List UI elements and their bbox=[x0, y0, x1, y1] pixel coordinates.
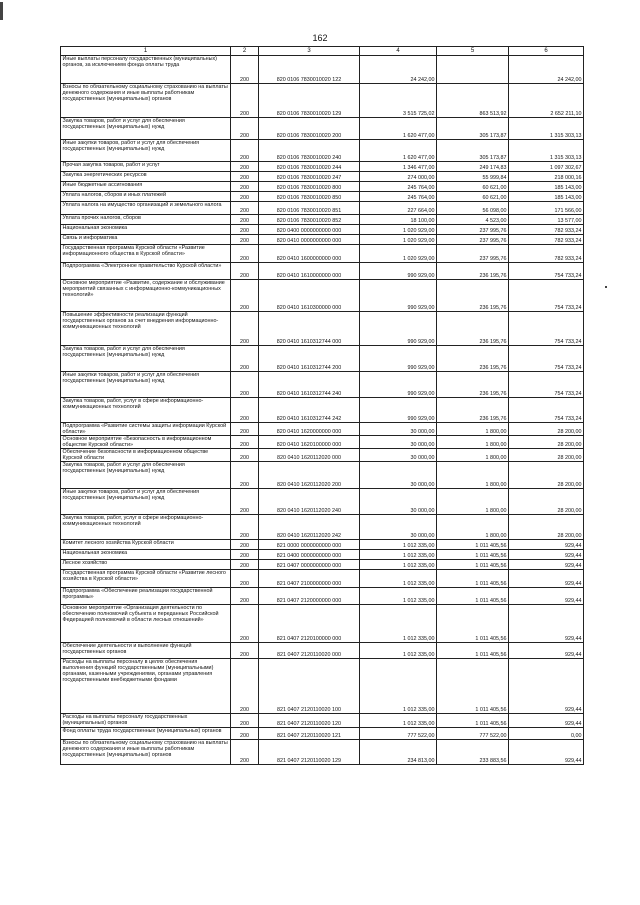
row-budget-code: 820 0106 7830010020 122 bbox=[259, 56, 360, 84]
row-budget-code: 820 0410 1610312744 200 bbox=[259, 346, 360, 372]
row-approved-amount: 990 929,00 bbox=[360, 346, 437, 372]
row-remaining-amount: 929,44 bbox=[509, 605, 584, 643]
row-budget-code: 821 0407 2120110020 100 bbox=[259, 659, 360, 714]
row-name: Закупка энергетических ресурсов bbox=[61, 172, 231, 182]
row-name: Расходы на выплаты персоналу государственных (муниципальных) органов bbox=[61, 714, 231, 728]
row-executed-amount: 1 800,00 bbox=[437, 449, 509, 462]
row-executed-amount: 305 173,87 bbox=[437, 118, 509, 140]
row-name: Связь и информатика bbox=[61, 235, 231, 245]
row-vr-code: 200 bbox=[231, 643, 259, 659]
row-budget-code: 821 0407 2120100000 000 bbox=[259, 605, 360, 643]
row-vr-code: 200 bbox=[231, 162, 259, 172]
row-remaining-amount: 782 933,24 bbox=[509, 225, 584, 235]
row-budget-code: 821 0407 2120110020 120 bbox=[259, 714, 360, 728]
row-budget-code: 820 0410 1620112020 240 bbox=[259, 489, 360, 515]
row-name: Иные закупки товаров, работ и услуг для обеспечения государственных (муниципальных) нужд bbox=[61, 372, 231, 398]
row-approved-amount: 1 012 335,00 bbox=[360, 540, 437, 550]
row-budget-code: 820 0106 7830010020 247 bbox=[259, 172, 360, 182]
table-row bbox=[61, 728, 584, 740]
table-row bbox=[61, 312, 584, 346]
row-executed-amount: 1 011 405,56 bbox=[437, 540, 509, 550]
column-header: 4 bbox=[360, 47, 437, 56]
row-vr-code: 200 bbox=[231, 436, 259, 449]
table-row bbox=[61, 515, 584, 540]
table-row bbox=[61, 372, 584, 398]
row-budget-code: 820 0106 7830010020 852 bbox=[259, 215, 360, 225]
row-vr-code: 200 bbox=[231, 172, 259, 182]
row-vr-code: 200 bbox=[231, 423, 259, 436]
table-row bbox=[61, 192, 584, 202]
row-name: Иные закупки товаров, работ и услуг для обеспечения государственных (муниципальных) нужд bbox=[61, 140, 231, 162]
row-vr-code: 200 bbox=[231, 570, 259, 588]
row-name: Обеспечение деятельности и выполнение функций государственных органов bbox=[61, 643, 231, 659]
row-budget-code: 821 0407 2120110020 129 bbox=[259, 740, 360, 765]
row-budget-code: 821 0407 0000000000 000 bbox=[259, 560, 360, 570]
row-name: Основное мероприятие «Организация деятельности по обеспечению полномочий субъекта и переданных Российской Федерацией полномочий в области лесных отношений» bbox=[61, 605, 231, 643]
row-budget-code: 820 0410 1620112020 242 bbox=[259, 515, 360, 540]
row-executed-amount: 1 011 405,56 bbox=[437, 550, 509, 560]
column-header: 1 bbox=[61, 47, 231, 56]
row-vr-code: 200 bbox=[231, 605, 259, 643]
row-executed-amount: 1 011 405,56 bbox=[437, 560, 509, 570]
row-budget-code: 821 0000 0000000000 000 bbox=[259, 540, 360, 550]
row-vr-code: 200 bbox=[231, 550, 259, 560]
row-remaining-amount: 754 733,24 bbox=[509, 312, 584, 346]
row-approved-amount: 1 020 929,00 bbox=[360, 245, 437, 263]
row-executed-amount: 1 011 405,56 bbox=[437, 714, 509, 728]
row-approved-amount: 3 515 725,02 bbox=[360, 84, 437, 118]
row-remaining-amount: 0,00 bbox=[509, 728, 584, 740]
row-approved-amount: 24 242,00 bbox=[360, 56, 437, 84]
row-remaining-amount: 1 097 302,67 bbox=[509, 162, 584, 172]
row-remaining-amount: 929,44 bbox=[509, 740, 584, 765]
row-budget-code: 821 0407 2120000000 000 bbox=[259, 588, 360, 605]
row-approved-amount: 1 012 335,00 bbox=[360, 659, 437, 714]
row-executed-amount bbox=[437, 56, 509, 84]
table-row bbox=[61, 436, 584, 449]
row-executed-amount: 237 995,76 bbox=[437, 235, 509, 245]
row-remaining-amount: 28 200,00 bbox=[509, 462, 584, 489]
row-budget-code: 821 0407 2120110020 000 bbox=[259, 643, 360, 659]
row-name: Уплата налогов, сборов и иных платежей bbox=[61, 192, 231, 202]
row-budget-code: 820 0410 1620100000 000 bbox=[259, 436, 360, 449]
table-row bbox=[61, 588, 584, 605]
row-executed-amount: 1 800,00 bbox=[437, 423, 509, 436]
row-approved-amount: 30 000,00 bbox=[360, 423, 437, 436]
table-row bbox=[61, 118, 584, 140]
row-budget-code: 821 0400 0000000000 000 bbox=[259, 550, 360, 560]
table-row bbox=[61, 740, 584, 765]
row-vr-code: 200 bbox=[231, 280, 259, 312]
row-remaining-amount: 28 200,00 bbox=[509, 436, 584, 449]
row-executed-amount: 1 800,00 bbox=[437, 489, 509, 515]
row-vr-code: 200 bbox=[231, 740, 259, 765]
row-executed-amount: 1 011 405,56 bbox=[437, 588, 509, 605]
margin-mark bbox=[605, 286, 607, 288]
table-row bbox=[61, 280, 584, 312]
row-executed-amount: 249 174,83 bbox=[437, 162, 509, 172]
row-approved-amount: 274 000,00 bbox=[360, 172, 437, 182]
page-number: 162 bbox=[312, 33, 328, 43]
row-name: Подпрограмма «Развитие системы защиты информации Курской области» bbox=[61, 423, 231, 436]
table-row bbox=[61, 643, 584, 659]
row-approved-amount: 990 929,00 bbox=[360, 280, 437, 312]
row-name: Государственная программа Курской области «Развитие информационного общества в Курской области» bbox=[61, 245, 231, 263]
table-row bbox=[61, 449, 584, 462]
table-row bbox=[61, 605, 584, 643]
table-row bbox=[61, 140, 584, 162]
row-vr-code: 200 bbox=[231, 118, 259, 140]
row-remaining-amount: 929,44 bbox=[509, 659, 584, 714]
table-row bbox=[61, 245, 584, 263]
row-executed-amount: 236 195,76 bbox=[437, 372, 509, 398]
row-remaining-amount: 2 652 211,10 bbox=[509, 84, 584, 118]
column-header: 2 bbox=[231, 47, 259, 56]
row-approved-amount: 1 012 335,00 bbox=[360, 560, 437, 570]
table-row bbox=[61, 570, 584, 588]
row-executed-amount: 1 011 405,56 bbox=[437, 570, 509, 588]
row-executed-amount: 233 883,56 bbox=[437, 740, 509, 765]
row-executed-amount: 55 999,84 bbox=[437, 172, 509, 182]
row-approved-amount: 30 000,00 bbox=[360, 436, 437, 449]
row-executed-amount: 236 195,76 bbox=[437, 263, 509, 280]
row-executed-amount: 1 011 405,56 bbox=[437, 643, 509, 659]
row-approved-amount: 30 000,00 bbox=[360, 462, 437, 489]
row-name: Расходы на выплаты персоналу в целях обеспечения выполнения функций государственными (муниципальными) органами, казенными учреждениями, органами управления государственными внебюджетными фондами bbox=[61, 659, 231, 714]
row-approved-amount: 227 664,00 bbox=[360, 202, 437, 215]
row-budget-code: 820 0106 7830010020 800 bbox=[259, 182, 360, 192]
table-row bbox=[61, 182, 584, 192]
row-name: Комитет лесного хозяйства Курской области bbox=[61, 540, 231, 550]
row-budget-code: 820 0410 1620000000 000 bbox=[259, 423, 360, 436]
row-vr-code: 200 bbox=[231, 449, 259, 462]
row-approved-amount: 1 012 335,00 bbox=[360, 643, 437, 659]
row-executed-amount: 56 098,00 bbox=[437, 202, 509, 215]
row-approved-amount: 18 100,00 bbox=[360, 215, 437, 225]
row-vr-code: 200 bbox=[231, 540, 259, 550]
row-approved-amount: 30 000,00 bbox=[360, 515, 437, 540]
row-budget-code: 820 0106 7830010020 851 bbox=[259, 202, 360, 215]
row-executed-amount: 237 995,76 bbox=[437, 225, 509, 235]
row-executed-amount: 305 173,87 bbox=[437, 140, 509, 162]
row-approved-amount: 1 620 477,00 bbox=[360, 140, 437, 162]
row-budget-code: 820 0106 7830010020 244 bbox=[259, 162, 360, 172]
row-budget-code: 820 0410 1610300000 000 bbox=[259, 280, 360, 312]
row-budget-code: 820 0106 7830010020 129 bbox=[259, 84, 360, 118]
row-remaining-amount: 185 143,00 bbox=[509, 192, 584, 202]
row-executed-amount: 1 800,00 bbox=[437, 462, 509, 489]
row-approved-amount: 990 929,00 bbox=[360, 398, 437, 423]
row-name: Закупка товаров, работ и услуг для обеспечения государственных (муниципальных) нужд bbox=[61, 346, 231, 372]
row-name: Закупка товаров, работ и услуг для обеспечения государственных (муниципальных) нужд bbox=[61, 118, 231, 140]
row-budget-code: 820 0410 1610000000 000 bbox=[259, 263, 360, 280]
row-name: Государственная программа Курской области «Развитие лесного хозяйства в Курской области» bbox=[61, 570, 231, 588]
column-header: 6 bbox=[509, 47, 584, 56]
table-row bbox=[61, 172, 584, 182]
row-vr-code: 200 bbox=[231, 263, 259, 280]
row-approved-amount: 1 620 477,00 bbox=[360, 118, 437, 140]
row-vr-code: 200 bbox=[231, 225, 259, 235]
row-budget-code: 820 0410 1620112020 200 bbox=[259, 462, 360, 489]
table-row bbox=[61, 235, 584, 245]
row-approved-amount: 990 929,00 bbox=[360, 312, 437, 346]
row-executed-amount: 1 800,00 bbox=[437, 515, 509, 540]
row-executed-amount: 236 195,76 bbox=[437, 398, 509, 423]
row-remaining-amount: 185 143,00 bbox=[509, 182, 584, 192]
row-remaining-amount: 28 200,00 bbox=[509, 515, 584, 540]
row-name: Лесное хозяйство bbox=[61, 560, 231, 570]
row-remaining-amount: 782 933,24 bbox=[509, 235, 584, 245]
margin-mark bbox=[0, 2, 3, 20]
row-vr-code: 200 bbox=[231, 56, 259, 84]
row-vr-code: 200 bbox=[231, 215, 259, 225]
table-row bbox=[61, 202, 584, 215]
row-approved-amount: 1 012 335,00 bbox=[360, 570, 437, 588]
row-vr-code: 200 bbox=[231, 728, 259, 740]
row-executed-amount: 1 011 405,56 bbox=[437, 605, 509, 643]
row-remaining-amount: 929,44 bbox=[509, 643, 584, 659]
row-approved-amount: 1 012 335,00 bbox=[360, 550, 437, 560]
row-remaining-amount: 1 315 303,13 bbox=[509, 118, 584, 140]
row-remaining-amount: 929,44 bbox=[509, 714, 584, 728]
row-name: Национальная экономика bbox=[61, 550, 231, 560]
row-name: Иные бюджетные ассигнования bbox=[61, 182, 231, 192]
row-remaining-amount: 754 733,24 bbox=[509, 398, 584, 423]
row-executed-amount: 863 513,92 bbox=[437, 84, 509, 118]
row-executed-amount: 1 800,00 bbox=[437, 436, 509, 449]
row-budget-code: 820 0410 1610312744 242 bbox=[259, 398, 360, 423]
row-approved-amount: 990 929,00 bbox=[360, 372, 437, 398]
row-budget-code: 820 0400 0000000000 000 bbox=[259, 225, 360, 235]
table-row bbox=[61, 162, 584, 172]
column-header: 3 bbox=[259, 47, 360, 56]
table-row bbox=[61, 550, 584, 560]
table-row bbox=[61, 263, 584, 280]
row-name: Взносы по обязательному социальному страхованию на выплаты денежного содержания и иные выплаты работникам государственных (муниципальных) органов bbox=[61, 740, 231, 765]
row-budget-code: 821 0407 2100000000 000 bbox=[259, 570, 360, 588]
row-executed-amount: 236 195,76 bbox=[437, 312, 509, 346]
row-vr-code: 200 bbox=[231, 140, 259, 162]
row-approved-amount: 1 020 929,00 bbox=[360, 235, 437, 245]
row-vr-code: 200 bbox=[231, 462, 259, 489]
row-vr-code: 200 bbox=[231, 560, 259, 570]
row-remaining-amount: 754 733,24 bbox=[509, 263, 584, 280]
row-executed-amount: 60 621,00 bbox=[437, 182, 509, 192]
row-remaining-amount: 28 200,00 bbox=[509, 489, 584, 515]
row-approved-amount: 1 012 335,00 bbox=[360, 714, 437, 728]
row-approved-amount: 30 000,00 bbox=[360, 489, 437, 515]
row-vr-code: 200 bbox=[231, 489, 259, 515]
table-row bbox=[61, 462, 584, 489]
row-remaining-amount: 929,44 bbox=[509, 560, 584, 570]
row-name: Национальная экономика bbox=[61, 225, 231, 235]
table-row bbox=[61, 714, 584, 728]
row-remaining-amount: 24 242,00 bbox=[509, 56, 584, 84]
table-header-row bbox=[61, 47, 584, 56]
row-remaining-amount: 782 933,24 bbox=[509, 245, 584, 263]
row-remaining-amount: 929,44 bbox=[509, 570, 584, 588]
row-name: Подпрограмма «Обеспечение реализации государственной программы» bbox=[61, 588, 231, 605]
row-budget-code: 820 0410 1610312744 240 bbox=[259, 372, 360, 398]
row-vr-code: 200 bbox=[231, 312, 259, 346]
row-executed-amount: 1 011 405,56 bbox=[437, 659, 509, 714]
row-name: Основное мероприятие «Развитие, содержание и обслуживание мероприятий связанных с информационно-коммуникационных технологий» bbox=[61, 280, 231, 312]
row-budget-code: 820 0106 7830010020 200 bbox=[259, 118, 360, 140]
row-approved-amount: 777 522,00 bbox=[360, 728, 437, 740]
row-remaining-amount: 171 566,00 bbox=[509, 202, 584, 215]
row-name: Основное мероприятие «Безопасность в информационном обществе Курской области» bbox=[61, 436, 231, 449]
table-row bbox=[61, 659, 584, 714]
row-name: Уплата прочих налогов, сборов bbox=[61, 215, 231, 225]
table-row bbox=[61, 423, 584, 436]
row-vr-code: 200 bbox=[231, 588, 259, 605]
row-vr-code: 200 bbox=[231, 714, 259, 728]
row-name: Прочая закупка товаров, работ и услуг bbox=[61, 162, 231, 172]
row-name: Иные закупки товаров, работ и услуг для обеспечения государственных (муниципальных) нужд bbox=[61, 489, 231, 515]
row-name: Фонд оплаты труда государственных (муниципальных) органов bbox=[61, 728, 231, 740]
row-approved-amount: 990 929,00 bbox=[360, 263, 437, 280]
row-vr-code: 200 bbox=[231, 346, 259, 372]
budget-table bbox=[60, 46, 584, 765]
row-remaining-amount: 218 000,16 bbox=[509, 172, 584, 182]
row-budget-code: 820 0410 0000000000 000 bbox=[259, 235, 360, 245]
table-row bbox=[61, 398, 584, 423]
table-row bbox=[61, 84, 584, 118]
row-budget-code: 820 0410 1600000000 000 bbox=[259, 245, 360, 263]
row-approved-amount: 245 764,00 bbox=[360, 182, 437, 192]
row-vr-code: 200 bbox=[231, 398, 259, 423]
table-row bbox=[61, 225, 584, 235]
row-name: Закупка товаров, работ и услуг для обеспечения государственных (муниципальных) нужд bbox=[61, 462, 231, 489]
row-vr-code: 200 bbox=[231, 84, 259, 118]
row-remaining-amount: 929,44 bbox=[509, 588, 584, 605]
row-vr-code: 200 bbox=[231, 659, 259, 714]
row-executed-amount: 236 195,76 bbox=[437, 280, 509, 312]
row-executed-amount: 237 995,76 bbox=[437, 245, 509, 263]
table-row bbox=[61, 56, 584, 84]
table-row bbox=[61, 560, 584, 570]
row-vr-code: 200 bbox=[231, 515, 259, 540]
row-vr-code: 200 bbox=[231, 192, 259, 202]
row-remaining-amount: 754 733,24 bbox=[509, 346, 584, 372]
row-approved-amount: 234 813,00 bbox=[360, 740, 437, 765]
row-vr-code: 200 bbox=[231, 372, 259, 398]
row-budget-code: 820 0410 1620112020 000 bbox=[259, 449, 360, 462]
row-executed-amount: 4 523,00 bbox=[437, 215, 509, 225]
row-executed-amount: 777 522,00 bbox=[437, 728, 509, 740]
row-name: Закупка товаров, работ, услуг в сфере информационно-коммуникационных технологий bbox=[61, 398, 231, 423]
table-row bbox=[61, 540, 584, 550]
row-remaining-amount: 754 733,24 bbox=[509, 280, 584, 312]
row-name: Подпрограмма «Электронное правительство Курской области» bbox=[61, 263, 231, 280]
column-header: 5 bbox=[437, 47, 509, 56]
row-vr-code: 200 bbox=[231, 202, 259, 215]
table-row bbox=[61, 215, 584, 225]
row-budget-code: 820 0410 1610312744 000 bbox=[259, 312, 360, 346]
row-executed-amount: 236 195,76 bbox=[437, 346, 509, 372]
row-remaining-amount: 13 577,00 bbox=[509, 215, 584, 225]
row-vr-code: 200 bbox=[231, 235, 259, 245]
row-name: Закупка товаров, работ, услуг в сфере информационно-коммуникационных технологий bbox=[61, 515, 231, 540]
row-approved-amount: 1 012 335,00 bbox=[360, 588, 437, 605]
row-remaining-amount: 28 200,00 bbox=[509, 449, 584, 462]
row-vr-code: 200 bbox=[231, 245, 259, 263]
row-name: Уплата налога на имущество организаций и земельного налога bbox=[61, 202, 231, 215]
table-row bbox=[61, 489, 584, 515]
row-budget-code: 820 0106 7830010020 240 bbox=[259, 140, 360, 162]
row-budget-code: 821 0407 2120110020 121 bbox=[259, 728, 360, 740]
row-approved-amount: 1 346 477,00 bbox=[360, 162, 437, 172]
row-approved-amount: 1 020 929,00 bbox=[360, 225, 437, 235]
row-vr-code: 200 bbox=[231, 182, 259, 192]
row-budget-code: 820 0106 7830010020 850 bbox=[259, 192, 360, 202]
row-name: Обеспечение безопасности в информационном обществе Курской области bbox=[61, 449, 231, 462]
row-executed-amount: 60 621,00 bbox=[437, 192, 509, 202]
row-remaining-amount: 754 733,24 bbox=[509, 372, 584, 398]
table-row bbox=[61, 346, 584, 372]
row-approved-amount: 30 000,00 bbox=[360, 449, 437, 462]
row-name: Иные выплаты персоналу государственных (муниципальных) органов, за исключением фонда оплаты труда bbox=[61, 56, 231, 84]
row-name: Повышение эффективности реализации функций государственных органов за счет внедрения информационно-коммуникационных технологий bbox=[61, 312, 231, 346]
row-remaining-amount: 1 315 303,13 bbox=[509, 140, 584, 162]
row-approved-amount: 1 012 335,00 bbox=[360, 605, 437, 643]
row-approved-amount: 245 764,00 bbox=[360, 192, 437, 202]
row-remaining-amount: 929,44 bbox=[509, 540, 584, 550]
row-remaining-amount: 929,44 bbox=[509, 550, 584, 560]
row-name: Взносы по обязательному социальному страхованию на выплаты денежного содержания и иные выплаты работникам государственных (муниципальных) органов bbox=[61, 84, 231, 118]
row-remaining-amount: 28 200,00 bbox=[509, 423, 584, 436]
